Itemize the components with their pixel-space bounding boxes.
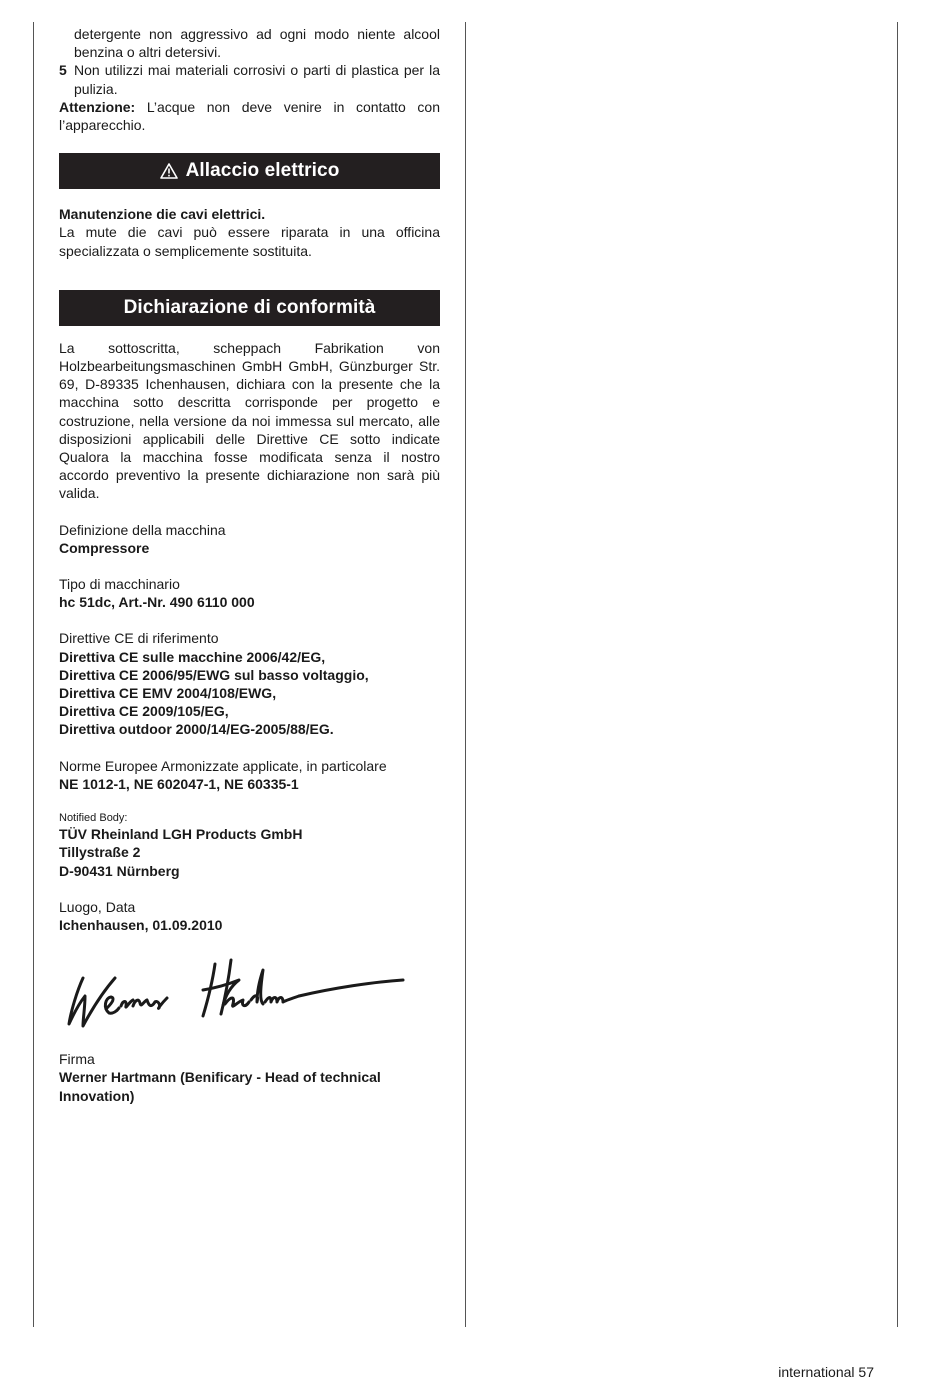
section-title: Dichiarazione di conformità	[123, 296, 376, 318]
warning-triangle-icon	[160, 163, 178, 179]
signatory-name: Werner Hartmann (Benificary - Head of technical Innovation)	[59, 1069, 381, 1104]
cleaning-continued-text: detergente non aggressivo ad ogni modo niente alcool benzina o altri detersivi.	[74, 26, 440, 61]
left-column	[59, 25, 440, 1105]
notified-body-line: TÜV Rheinland LGH Products GmbH	[59, 826, 303, 843]
right-margin-rule	[897, 22, 898, 1327]
item-text: Non utilizzi mai materiali corrosivi o parti di plastica per la pulizia.	[74, 62, 440, 97]
notified-body-line: Tillystraße 2	[59, 844, 141, 861]
attention-note	[59, 98, 440, 134]
notified-body-label: Notified Body:	[59, 812, 128, 825]
machine-definition-value: Compressore	[59, 539, 150, 556]
machine-type-value: hc 51dc, Art.-Nr. 490 6110 000	[59, 594, 255, 611]
signature-label: Firma	[59, 1051, 95, 1068]
electrical-subtitle: Manutenzione die cavi elettrici.	[59, 206, 266, 223]
attention-text: L’acque non deve venire in contatto con l’apparecchio.	[59, 98, 440, 134]
directive-line: Direttiva CE sulle macchine 2006/42/EG,	[59, 648, 326, 665]
cleaning-item-5	[59, 61, 440, 97]
section-banner-conformity	[59, 290, 440, 326]
machine-type-label: Tipo di macchinario	[59, 576, 180, 593]
machine-definition-label: Definizione della macchina	[59, 521, 226, 538]
handwritten-signature	[63, 956, 408, 1046]
left-margin-rule	[33, 22, 34, 1327]
directive-line: Direttiva CE 2009/105/EG,	[59, 703, 229, 720]
column-divider-rule	[465, 22, 466, 1327]
place-date-value: Ichenhausen, 01.09.2010	[59, 916, 223, 933]
page-footer: international 57	[778, 1364, 874, 1380]
directive-line: Direttiva CE EMV 2004/108/EWG,	[59, 685, 277, 702]
electrical-text: La mute die cavi può essere riparata in una officina specializzata o semplicemente sostituita.	[59, 224, 440, 259]
place-date-label: Luogo, Data	[59, 898, 136, 915]
directive-line: Direttiva CE 2006/95/EWG sul basso voltaggio,	[59, 666, 369, 683]
norms-value: NE 1012-1, NE 602047-1, NE 60335-1	[59, 775, 299, 792]
section-title: Allaccio elettrico	[185, 160, 340, 182]
directives-label: Direttive CE di riferimento	[59, 630, 219, 647]
item-number: 5	[59, 62, 67, 79]
conformity-intro: La sottoscritta, scheppach Fabrikation von Holzbearbeitungsmaschinen GmbH GmbH, Günzburger Str. 69, D-89335 Ichenhausen, dichiara con la presente che la macchina sotto descritta corrisponde per progetto e costruzione, nella versione da noi immessa sul mercato, alle disposizioni applicabili delle Direttive CE sotto indicate Qualora la macchina fosse modificata senza il nostro accordo preventivo la presente dichiarazione non sarà più valida.	[59, 339, 440, 502]
directive-line: Direttiva outdoor 2000/14/EG-2005/88/EG.	[59, 721, 334, 738]
section-banner-electrical	[59, 153, 440, 189]
norms-label: Norme Europee Armonizzate applicate, in particolare	[59, 757, 387, 774]
notified-body-line: D-90431 Nürnberg	[59, 862, 180, 879]
attention-label: Attenzione:	[59, 98, 136, 115]
